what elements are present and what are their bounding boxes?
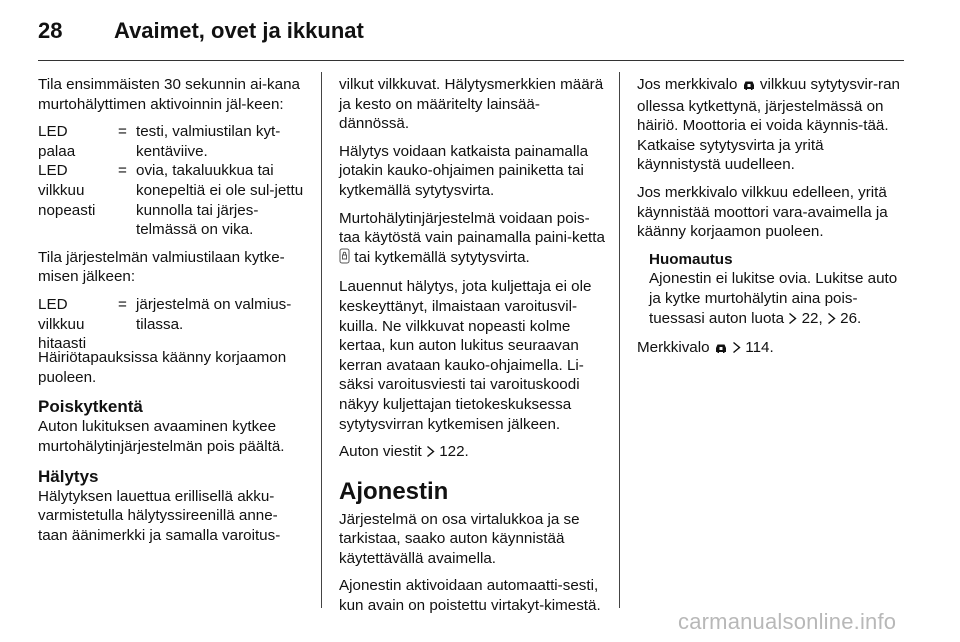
paragraph: Häiriötapauksissa käänny korjaamon puoleen.	[38, 349, 287, 386]
crossref-arrow-icon	[827, 311, 836, 331]
crossref-link[interactable]: 114.	[745, 339, 774, 357]
crossref-arrow-icon	[426, 444, 435, 464]
note-body: Ajonestin ei lukitse ovia. Lukitse auto ja kytke murtohälytin aina pois-tuessasi auton luota	[649, 270, 898, 327]
status-table-1	[38, 122, 304, 240]
table-row	[38, 161, 304, 239]
table-eq: =	[118, 162, 127, 180]
status-table-2	[38, 295, 304, 353]
table-value: ovia, takaluukkua tai konepeltiä ei ole sul-jettu kunnolla tai järjes-telmässä on vika.	[136, 162, 304, 239]
table-value: testi, valmiustilan kyt-kentäviive.	[136, 123, 281, 160]
paragraph: Jos merkkivalo vilkkuu edelleen, yritä käynnistää moottori vara-avaimella ja käänny korjaamon puoleen.	[637, 183, 888, 241]
page-number: 28	[38, 18, 63, 43]
paragraph-text: Merkkivalo	[637, 339, 710, 357]
note-title: Huomautus	[649, 250, 733, 268]
header-divider	[38, 60, 904, 61]
paragraph-text: Murtohälytinjärjestelmä voidaan pois-taa käytöstä vain painamalla paini-ketta	[339, 209, 605, 247]
column-1	[38, 75, 304, 553]
table-eq: =	[118, 123, 127, 141]
car-key-lamp-icon	[714, 340, 728, 360]
paragraph-text: Auton viestit	[339, 443, 422, 461]
table-eq: =	[118, 295, 127, 313]
table-value: järjestelmä on valmius-tilassa.	[136, 295, 292, 333]
paragraph: Auton lukituksen avaaminen kytkee murtohälytinjärjestelmän pois päältä.	[38, 418, 285, 455]
table-key: LED vilkkuu hitaasti	[38, 295, 87, 353]
lock-button-icon	[339, 248, 350, 270]
column-divider-2	[619, 72, 620, 608]
paragraph	[339, 442, 605, 464]
section-heading-ajonestin: Ajonestin	[339, 477, 449, 505]
paragraph: Lauennut hälytys, jota kuljettaja ei ole keskeyttänyt, ilmaistaan varoitusvil-kuilla. Ne vilkkuvat nopeasti kolme kertaa, kun auton lukitus seuraavan kerran avataan kauko-ohjaimella. Li-säksi varoitusviesti tai varoituskoodi näkyy kuljettajan tietokeskuksessa sytytysvirran kytkemisen jälkeen.	[339, 278, 592, 433]
paragraph-text: vilkkuu sytytysvir-ran ollessa kytkettynä, järjestelmässä on häiriö. Moottoria ei voida käynnis-tää. Katkaise sytytysvirta ja yritä käynnistystä uudelleen.	[637, 76, 900, 174]
column-divider-1	[321, 72, 322, 608]
car-key-lamp-icon	[742, 77, 756, 97]
crossref-arrow-icon	[788, 311, 797, 331]
section-heading-poiskytkenta: Poiskytkentä	[38, 397, 143, 417]
paragraph	[339, 209, 605, 270]
paragraph: Ajonestin aktivoidaan automaatti-sesti, kun avain on poistettu virtakyt-kimestä.	[339, 577, 601, 615]
page-title: Avaimet, ovet ja ikkunat	[114, 18, 364, 43]
table-row	[38, 122, 304, 161]
column-3	[637, 75, 907, 368]
crossref-link[interactable]: 22,	[801, 309, 823, 327]
section-heading-halytys: Hälytys	[38, 466, 99, 486]
paragraph-text: Jos merkkivalo	[637, 76, 738, 93]
table-row	[38, 295, 304, 353]
table-key: LED palaa	[38, 123, 76, 160]
paragraph-text: tai kytkemällä sytytysvirta.	[354, 248, 530, 266]
paragraph: vilkut vilkkuvat. Hälytysmerkkien määrä ja kesto on määritelty lainsää-dännössä.	[339, 76, 604, 133]
crossref-arrow-icon	[732, 340, 741, 360]
note-text	[649, 269, 907, 330]
paragraph: Järjestelmä on osa virtalukkoa ja se tarkistaa, saako auton käynnistää käytettävällä avaimella.	[339, 510, 580, 567]
paragraph: Tila ensimmäisten 30 sekunnin ai-kana murtohälyttimen aktivoinnin jäl-keen:	[38, 76, 300, 113]
paragraph: Hälytyksen lauettua erillisellä akku-varmistetulla hälytyssireenillä anne-taan äänimerkki ja samalla varoitus-	[38, 487, 281, 544]
note-box	[649, 250, 907, 330]
paragraph: Tila järjestelmän valmiustilaan kytke-misen jälkeen:	[38, 248, 285, 286]
column-2	[339, 75, 605, 624]
crossref-link[interactable]: 26.	[840, 309, 862, 327]
table-key: LED vilkkuu nopeasti	[38, 162, 96, 219]
crossref-link[interactable]: 122.	[439, 443, 469, 461]
watermark: carmanualsonline.info	[678, 609, 897, 634]
paragraph: Hälytys voidaan katkaista painamalla jotakin kauko-ohjaimen painiketta tai kytkemällä sytytysvirta.	[339, 142, 589, 199]
paragraph	[637, 338, 907, 360]
paragraph	[637, 75, 907, 175]
